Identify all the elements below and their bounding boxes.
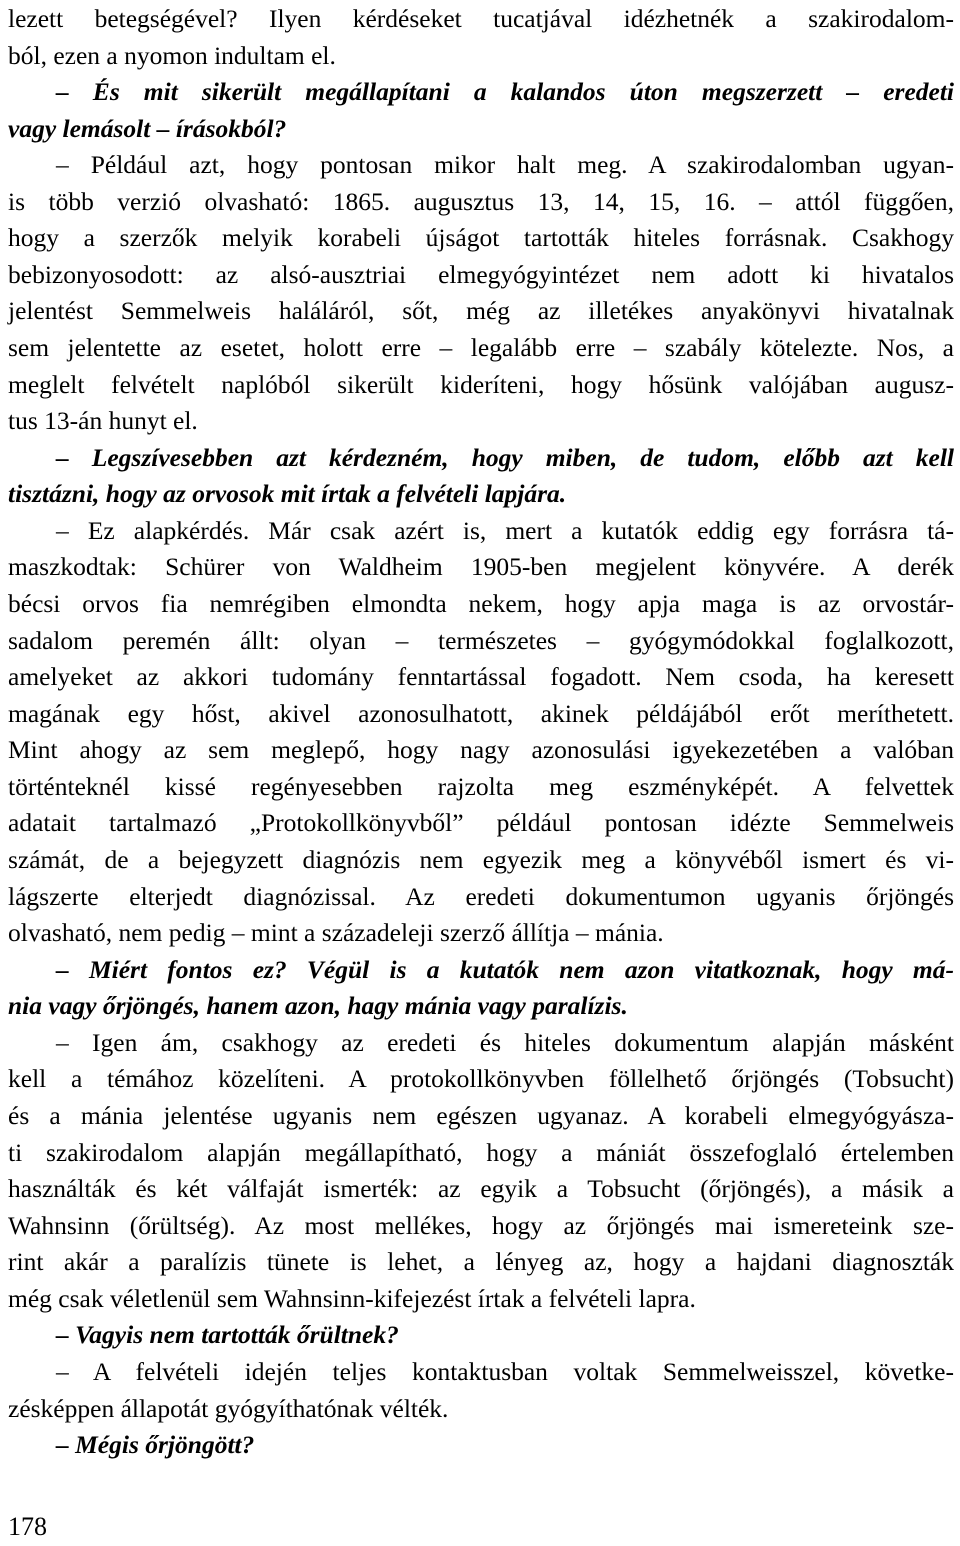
text-line: sadalom peremén állt: olyan – természetes – gyógymódokkal foglalkozott, — [8, 626, 954, 655]
interview-question: – Vagyis nem tartották őrültnek? — [56, 1320, 399, 1349]
text-line: zésképpen állapotát gyógyíthatónak vélték. — [8, 1394, 449, 1423]
text-line: – A felvételi idején teljes kontaktusban voltak Semmelweisszel, követke- — [56, 1357, 954, 1386]
interview-question: – Legszívesebben azt kérdezném, hogy miben, de tudom, előbb azt kell — [56, 443, 954, 472]
text-line: meglelt felvételt naplóból sikerült kideríteni, hogy hősünk valójában augusz- — [8, 370, 954, 399]
text-line: ból, ezen a nyomon indultam el. — [8, 41, 336, 70]
text-line: magának egy hőst, akivel azonosulhatott, akinek példájából erőt meríthetett. — [8, 699, 954, 728]
text-line: olvasható, nem pedig – mint a századeleji szerző állítja – mánia. — [8, 918, 664, 947]
interview-question: – Mégis őrjöngött? — [56, 1430, 255, 1459]
text-line: rint akár a paralízis tünete is lehet, a lényeg az, hogy a hajdani diagnoszták — [8, 1247, 954, 1276]
text-line: kell a témához közelíteni. A protokollkönyvben föllelhető őrjöngés (Tobsucht) — [8, 1064, 954, 1093]
page-number: 178 — [8, 1512, 47, 1541]
text-line: sem jelentette az esetet, holott erre – legalább erre – szabály kötelezte. Nos, a — [8, 333, 954, 362]
text-line: is több verzió olvasható: 1865. augusztus 13, 14, 15, 16. – attól függően, — [8, 187, 954, 216]
text-line: lágszerte elterjedt diagnózissal. Az eredeti dokumentumon ugyanis őrjöngés — [8, 882, 954, 911]
text-line: maszkodtak: Schürer von Waldheim 1905-ben megjelent könyvére. A derék — [8, 552, 954, 581]
text-line: – Ez alapkérdés. Már csak azért is, mert a kutatók eddig egy forrásra tá- — [56, 516, 954, 545]
text-line: – Igen ám, csakhogy az eredeti és hiteles dokumentum alapján másként — [56, 1028, 954, 1057]
interview-question: – Miért fontos ez? Végül is a kutatók nem azon vitatkoznak, hogy má- — [56, 955, 954, 984]
interview-question: vagy lemásolt – írásokból? — [8, 114, 287, 143]
text-line: adatait tartalmazó „Protokollkönyvből” például pontosan idézte Semmelweis — [8, 808, 954, 837]
text-line: lezett betegségével? Ilyen kérdéseket tucatjával idézhetnék a szakirodalom- — [8, 4, 954, 33]
text-line: és a mánia jelentése ugyanis nem egészen ugyanaz. A korabeli elmegyógyásza- — [8, 1101, 954, 1130]
text-line: Mint ahogy az sem meglepő, hogy nagy azonosulási igyekezetében a valóban — [8, 735, 954, 764]
text-line: történteknél kissé regényesebben rajzolta meg eszményképét. A felvettek — [8, 772, 954, 801]
text-line: számát, de a bejegyzett diagnózis nem egyezik meg a könyvéből ismert és vi- — [8, 845, 954, 874]
text-line: ti szakirodalom alapján megállapítható, hogy a mániát összefoglaló értelemben — [8, 1138, 954, 1167]
text-line: hogy a szerzők melyik korabeli újságot tartották hiteles forrásnak. Csakhogy — [8, 223, 954, 252]
text-line: jelentést Semmelweis haláláról, sőt, még az illetékes anyakönyvi hivatalnak — [8, 296, 954, 325]
text-line: Wahnsinn (őrültség). Az most mellékes, hogy az őrjöngés mai ismereteink sze- — [8, 1211, 954, 1240]
interview-question: tisztázni, hogy az orvosok mit írtak a felvételi lapjára. — [8, 479, 567, 508]
text-line: használták és két válfaját ismerték: az egyik a Tobsucht (őrjöngés), a másik a — [8, 1174, 954, 1203]
text-line: bebizonyosodott: az alsó-ausztriai elmegyógyintézet nem adott ki hivatalos — [8, 260, 954, 289]
interview-question: – És mit sikerült megállapítani a kalandos úton megszerzett – eredeti — [56, 77, 954, 106]
text-line: tus 13-án hunyt el. — [8, 406, 198, 435]
interview-question: nia vagy őrjöngés, hanem azon, hagy mánia vagy paralízis. — [8, 991, 628, 1020]
text-line: amelyeket az akkori tudomány fenntartással fogadott. Nem csoda, ha keresett — [8, 662, 954, 691]
text-line: bécsi orvos fia nemrégiben elmondta nekem, hogy apja maga is az orvostár- — [8, 589, 954, 618]
text-line: – Például azt, hogy pontosan mikor halt meg. A szakirodalomban ugyan- — [56, 150, 954, 179]
text-line: még csak véletlenül sem Wahnsinn-kifejezést írtak a felvételi lapra. — [8, 1284, 696, 1313]
